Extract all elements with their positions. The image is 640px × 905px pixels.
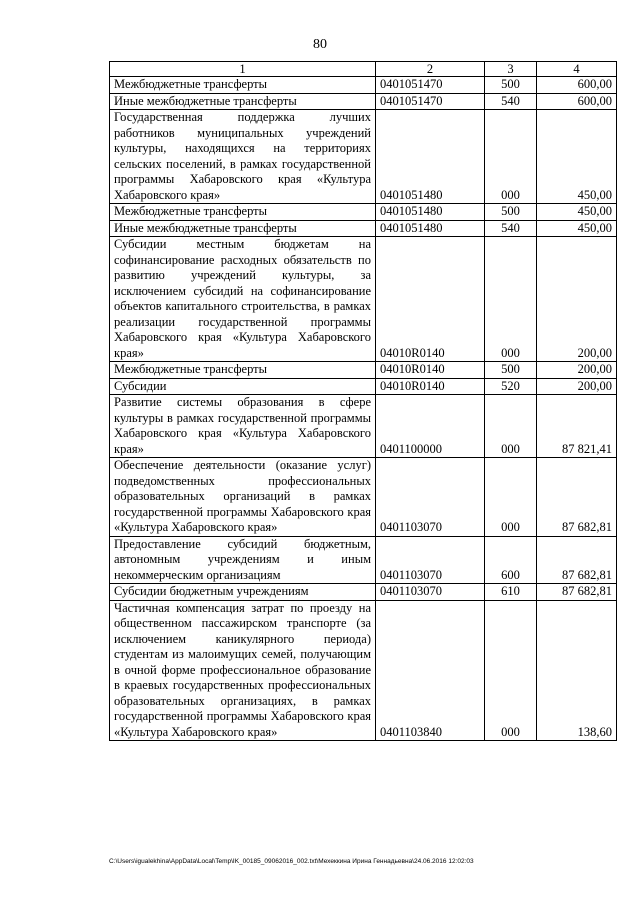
table-row: [110, 220, 617, 237]
row-amount: 87 682,81: [537, 584, 617, 601]
table-row: [110, 600, 617, 741]
row-type: 500: [485, 362, 537, 379]
budget-table: [109, 61, 617, 741]
row-code: 0401103070: [376, 536, 485, 584]
row-code: 0401051470: [376, 77, 485, 94]
row-name: Иные межбюджетные трансферты: [110, 220, 376, 237]
table-row: [110, 93, 617, 110]
row-amount: 87 682,81: [537, 536, 617, 584]
row-name: Предоставление субсидий бюджетным, автономным учреждениям и иным некоммерческим организациям: [110, 536, 376, 584]
table-row: [110, 237, 617, 362]
row-type: 000: [485, 110, 537, 204]
row-name: Развитие системы образования в сфере культуры в рамках государственной программы Хабаровского края «Культура Хабаровского края»: [110, 395, 376, 458]
row-name: Обеспечение деятельности (оказание услуг) подведомственных профессиональных образовательных организаций в рамках государственной программы Хабаровского края «Культура Хабаровского края»: [110, 458, 376, 537]
row-name: Субсидии бюджетным учреждениям: [110, 584, 376, 601]
row-amount: 450,00: [537, 204, 617, 221]
row-type: 500: [485, 77, 537, 94]
row-name: Государственная поддержка лучших работников муниципальных учреждений культуры, находящихся на территориях сельских поселений, в рамках государственной программы Хабаровского края «Культура Хабаровского края»: [110, 110, 376, 204]
row-name: Межбюджетные трансферты: [110, 77, 376, 94]
row-type: 000: [485, 458, 537, 537]
row-amount: 200,00: [537, 362, 617, 379]
row-name: Межбюджетные трансферты: [110, 204, 376, 221]
row-amount: 600,00: [537, 77, 617, 94]
row-code: 04010R0140: [376, 378, 485, 395]
page-number: 80: [313, 37, 327, 52]
row-amount: 450,00: [537, 110, 617, 204]
header-col-1: 1: [110, 62, 376, 77]
row-amount: 200,00: [537, 237, 617, 362]
row-code: 0401051480: [376, 220, 485, 237]
row-type: 540: [485, 93, 537, 110]
header-col-3: 3: [485, 62, 537, 77]
table-row: [110, 584, 617, 601]
row-name: Субсидии: [110, 378, 376, 395]
table-row: [110, 204, 617, 221]
header-col-4: 4: [537, 62, 617, 77]
table-row: [110, 395, 617, 458]
row-type: 540: [485, 220, 537, 237]
row-amount: 200,00: [537, 378, 617, 395]
row-amount: 600,00: [537, 93, 617, 110]
row-code: 04010R0140: [376, 362, 485, 379]
row-amount: 138,60: [537, 600, 617, 741]
row-type: 520: [485, 378, 537, 395]
row-type: 500: [485, 204, 537, 221]
row-name: Частичная компенсация затрат по проезду на общественном пассажирском транспорте (за исключением каникулярного периода) студентам из малоимущих семей, получающим в очной форме профессиональное образование в краевых государственных профессиональных образовательных организациях, в рамках государственной программы Хабаровского края «Культура Хабаровского края»: [110, 600, 376, 741]
file-path-footer: C:\Users\igualekhina\AppData\Local\Temp\IK_00185_09062016_002.txt\Мехеккина Ирина Геннадьевна\24.06.2016 12:02:03: [109, 858, 474, 865]
row-type: 610: [485, 584, 537, 601]
row-type: 000: [485, 237, 537, 362]
row-type: 000: [485, 600, 537, 741]
row-type: 000: [485, 395, 537, 458]
row-code: 0401051480: [376, 204, 485, 221]
row-code: 04010R0140: [376, 237, 485, 362]
table-header-row: [110, 62, 617, 77]
row-code: 0401103840: [376, 600, 485, 741]
row-code: 0401051480: [376, 110, 485, 204]
row-code: 0401051470: [376, 93, 485, 110]
row-type: 600: [485, 536, 537, 584]
header-col-2: 2: [376, 62, 485, 77]
row-code: 0401103070: [376, 458, 485, 537]
row-amount: 87 682,81: [537, 458, 617, 537]
table-row: [110, 536, 617, 584]
table-row: [110, 378, 617, 395]
row-amount: 450,00: [537, 220, 617, 237]
row-code: 0401103070: [376, 584, 485, 601]
row-amount: 87 821,41: [537, 395, 617, 458]
row-name: Субсидии местным бюджетам на софинансирование расходных обязательств по развитию учреждений культуры, за исключением субсидий на софинансирование объектов капитального строительства, в рамках реализации государственной программы Хабаровского края «Культура Хабаровского края»: [110, 237, 376, 362]
row-name: Межбюджетные трансферты: [110, 362, 376, 379]
table-row: [110, 110, 617, 204]
row-name: Иные межбюджетные трансферты: [110, 93, 376, 110]
table-row: [110, 77, 617, 94]
table-row: [110, 362, 617, 379]
row-code: 0401100000: [376, 395, 485, 458]
table-row: [110, 458, 617, 537]
